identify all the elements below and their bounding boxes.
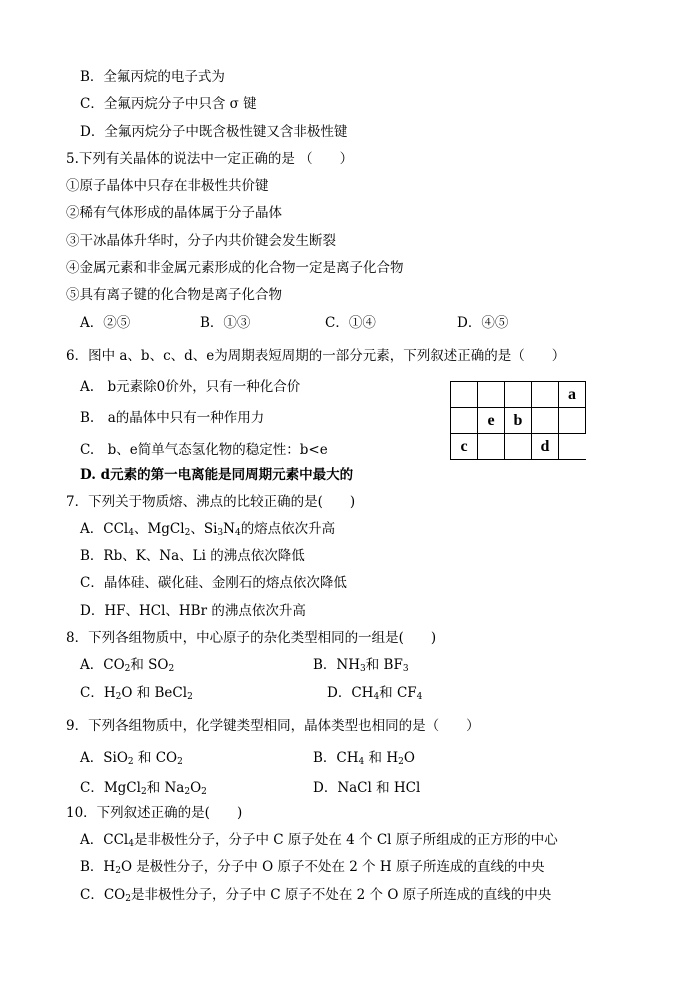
q6-option-b: B. a的晶体中只有一种作用力 — [80, 410, 265, 426]
q7-stem: 7．下列关于物质熔、沸点的比较正确的是( ) — [66, 494, 356, 510]
q8-option-b: B．$NH_3$和 $BF_3$ — [313, 657, 409, 674]
grid-cell — [451, 408, 478, 434]
grid-cell — [559, 434, 586, 460]
q9-option-b: B．$CH_4$ 和 $H_2O$ — [313, 750, 415, 767]
q8-option-a: A．$CO_2$和 $SO_2$ — [80, 657, 175, 674]
q5-option-c: C．①④ — [325, 315, 376, 331]
grid-cell-b: b — [505, 408, 532, 434]
q8-stem: 8．下列各组物质中，中心原子的杂化类型相同的一组是( ) — [66, 630, 437, 646]
periodic-table-fragment — [450, 381, 586, 460]
q5-item-2: ②稀有气体形成的晶体属于分子晶体 — [66, 205, 282, 221]
q4-option-c: C．全氟丙烷分子中只含 σ 键 — [80, 96, 257, 112]
q5-item-3: ③干冰晶体升华时，分子内共价键会发生断裂 — [66, 233, 336, 249]
grid-cell-d: d — [532, 434, 559, 460]
q5-option-b: B．①③ — [200, 315, 251, 331]
q10-option-b: B．$H_2O$ 是极性分子，分子中 O 原子不处在 2 个 H 原子所连成的直线的中央 — [80, 859, 545, 876]
q5-option-d: D．④⑤ — [457, 315, 509, 331]
q7-option-b: B．Rb、K、Na、Li 的沸点依次降低 — [80, 548, 305, 564]
q5-stem: 5.下列有关晶体的说法中一定正确的是 （ ） — [66, 151, 354, 167]
q9-option-a: A．SiO$_2$ 和 $CO_2$ — [80, 750, 183, 767]
q10-stem: 10．下列叙述正确的是( ) — [66, 805, 243, 821]
grid-cell — [505, 382, 532, 408]
grid-cell — [559, 408, 586, 434]
grid-cell-e: e — [478, 408, 505, 434]
q6-option-c: C. b、e简单气态氢化物的稳定性：b<e — [80, 442, 328, 458]
q4-option-d: D．全氟丙烷分子中既含极性键又含非极性键 — [80, 124, 348, 140]
q9-stem: 9．下列各组物质中，化学键类型相同，晶体类型也相同的是（ ） — [66, 718, 480, 734]
q6-option-a: A. b元素除0价外，只有一种化合价 — [80, 379, 301, 395]
grid-cell — [532, 408, 559, 434]
q8-option-c: C．$H_2O$ 和 BeCl$_2$ — [80, 685, 193, 702]
q7-option-c: C．晶体硅、碳化硅、金刚石的熔点依次降低 — [80, 575, 347, 591]
q4-option-b: B．全氟丙烷的电子式为 — [80, 69, 225, 85]
grid-cell — [505, 434, 532, 460]
grid-cell-a: a — [559, 382, 586, 408]
grid-cell — [478, 434, 505, 460]
q9-option-d: D．NaCl 和 HCl — [313, 780, 421, 796]
q5-item-5: ⑤具有离子键的化合物是离子化合物 — [66, 287, 282, 303]
q5-item-4: ④金属元素和非金属元素形成的化合物一定是离子化合物 — [66, 260, 404, 276]
q10-option-c: C．$CO_2$是非极性分子，分子中 C 原子不处在 2 个 O 原子所连成的直线的中央 — [80, 887, 552, 904]
q8-option-d: D．$CH_4$和 $CF_4$ — [327, 685, 423, 702]
q5-option-a: A．②⑤ — [80, 315, 131, 331]
grid-cell — [478, 382, 505, 408]
q10-option-a: A．CCl$_4$是非极性分子，分子中 C 原子处在 4 个 Cl 原子所组成的正方形的中心 — [80, 832, 558, 849]
grid-cell — [532, 382, 559, 408]
q7-option-a: A．CCl$_4$、MgCl$_2$、$Si_3N_4$的熔点依次升高 — [80, 521, 336, 538]
q7-option-d: D．HF、HCl、HBr 的沸点依次升高 — [80, 603, 306, 619]
q9-option-c: C．MgCl$_2$和 $Na_2O_2$ — [80, 780, 207, 797]
grid-cell-c: c — [451, 434, 478, 460]
q5-item-1: ①原子晶体中只存在非极性共价键 — [66, 178, 269, 194]
grid-cell — [451, 382, 478, 408]
q6-option-d: D. d元素的第一电离能是同周期元素中最大的 — [80, 467, 354, 483]
q6-stem: 6．图中 a、b、c、d、e为周期表短周期的一部分元素，下列叙述正确的是（ ） — [66, 348, 566, 364]
